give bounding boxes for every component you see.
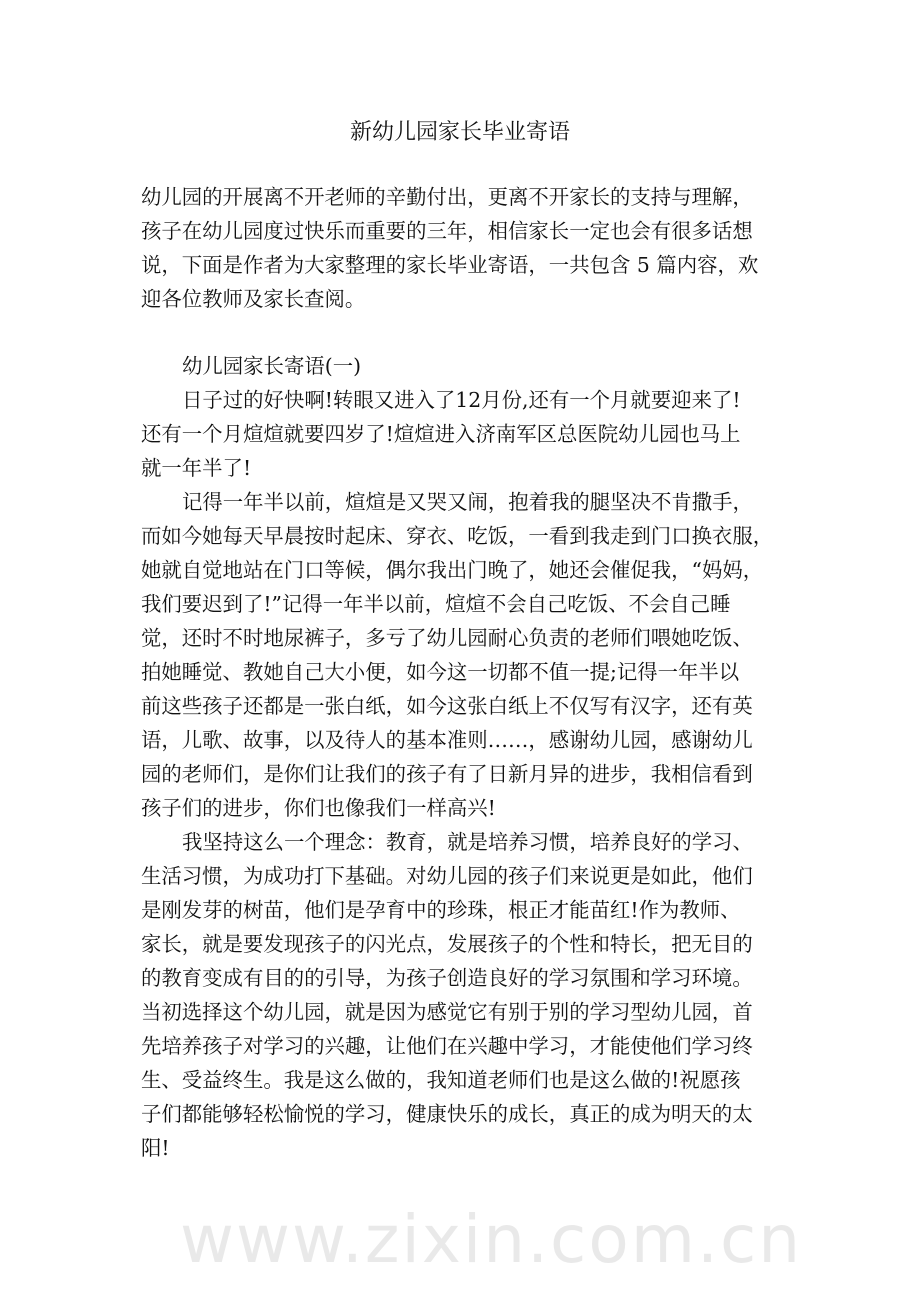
text-line: 当初选择这个幼儿园，就是因为感觉它有别于别的学习型幼儿园，首	[141, 1000, 753, 1024]
text-line: 还有一个月煊煊就要四岁了!煊煊进入济南军区总医院幼儿园也马上	[141, 422, 741, 446]
text-line: 迎各位教师及家长查阅。	[141, 287, 366, 311]
text-line: 她就自觉地站在门口等候，偶尔我出门晚了，她还会催促我，“妈妈，	[141, 558, 764, 582]
text-line: 说，下面是作者为大家整理的家长毕业寄语，一共包含 5 篇内容，欢	[141, 253, 759, 277]
text-line: 子们都能够轻松愉悦的学习，健康快乐的成长，真正的成为明天的太	[141, 1102, 753, 1126]
text-line: 阳!	[141, 1136, 170, 1160]
watermark: www.zixin.com.cn	[180, 1201, 803, 1278]
text-line: 生、受益终生。我是这么做的，我知道老师们也是这么做的!祝愿孩	[141, 1068, 741, 1092]
text-line: 日子过的好快啊!转眼又进入了12月份,还有一个月就要迎来了!	[182, 388, 741, 412]
document-body	[141, 180, 786, 1165]
document-title: 新幼儿园家长毕业寄语	[349, 120, 570, 145]
text-line: 而如今她每天早晨按时起床、穿衣、吃饭，一看到我走到门口换衣服，	[141, 524, 774, 548]
intro-paragraph	[141, 180, 786, 316]
paragraph	[141, 825, 786, 1165]
text-line: 幼儿园的开展离不开老师的辛勤付出，更离不开家长的支持与理解，	[141, 185, 753, 209]
text-line: 记得一年半以前，煊煊是又哭又闹，抱着我的腿坚决不肯撒手，	[182, 490, 753, 514]
text-line: 的教育变成有目的的引导，为孩子创造良好的学习氛围和学习环境。	[141, 966, 753, 990]
text-line: 觉，还时不时地尿裤子，多亏了幼儿园耐心负责的老师们喂她吃饭、	[141, 626, 753, 650]
paragraph	[141, 485, 786, 825]
paragraph	[141, 383, 786, 485]
section-heading: 幼儿园家长寄语(一)	[182, 354, 362, 378]
text-line: 是刚发芽的树苗，他们是孕育中的珍珠，根正才能苗红!作为教师、	[141, 898, 741, 922]
text-line: 我们要迟到了!”记得一年半以前，煊煊不会自己吃饭、不会自己睡	[141, 592, 731, 616]
text-line: 我坚持这么一个理念：教育，就是培养习惯，培养良好的学习、	[182, 830, 753, 854]
text-line: 语，儿歌、故事，以及待人的基本准则……，感谢幼儿园，感谢幼儿	[141, 728, 753, 752]
text-line: 孩子们的进步，你们也像我们一样高兴!	[141, 796, 496, 820]
text-line: 生活习惯，为成功打下基础。对幼儿园的孩子们来说更是如此，他们	[141, 864, 753, 888]
text-line: 先培养孩子对学习的兴趣，让他们在兴趣中学习，才能使他们学习终	[141, 1034, 753, 1058]
text-line: 前这些孩子还都是一张白纸，如今这张白纸上不仅写有汉字，还有英	[141, 694, 753, 718]
text-line: 孩子在幼儿园度过快乐而重要的三年，相信家长一定也会有很多话想	[141, 219, 753, 243]
text-line: 拍她睡觉、教她自己大小便，如今这一切都不值一提;记得一年半以	[141, 660, 740, 684]
text-line: 家长，就是要发现孩子的闪光点，发展孩子的个性和特长，把无目的	[141, 932, 753, 956]
text-line: 园的老师们，是你们让我们的孩子有了日新月异的进步，我相信看到	[141, 762, 753, 786]
text-line: 就一年半了!	[141, 456, 252, 480]
